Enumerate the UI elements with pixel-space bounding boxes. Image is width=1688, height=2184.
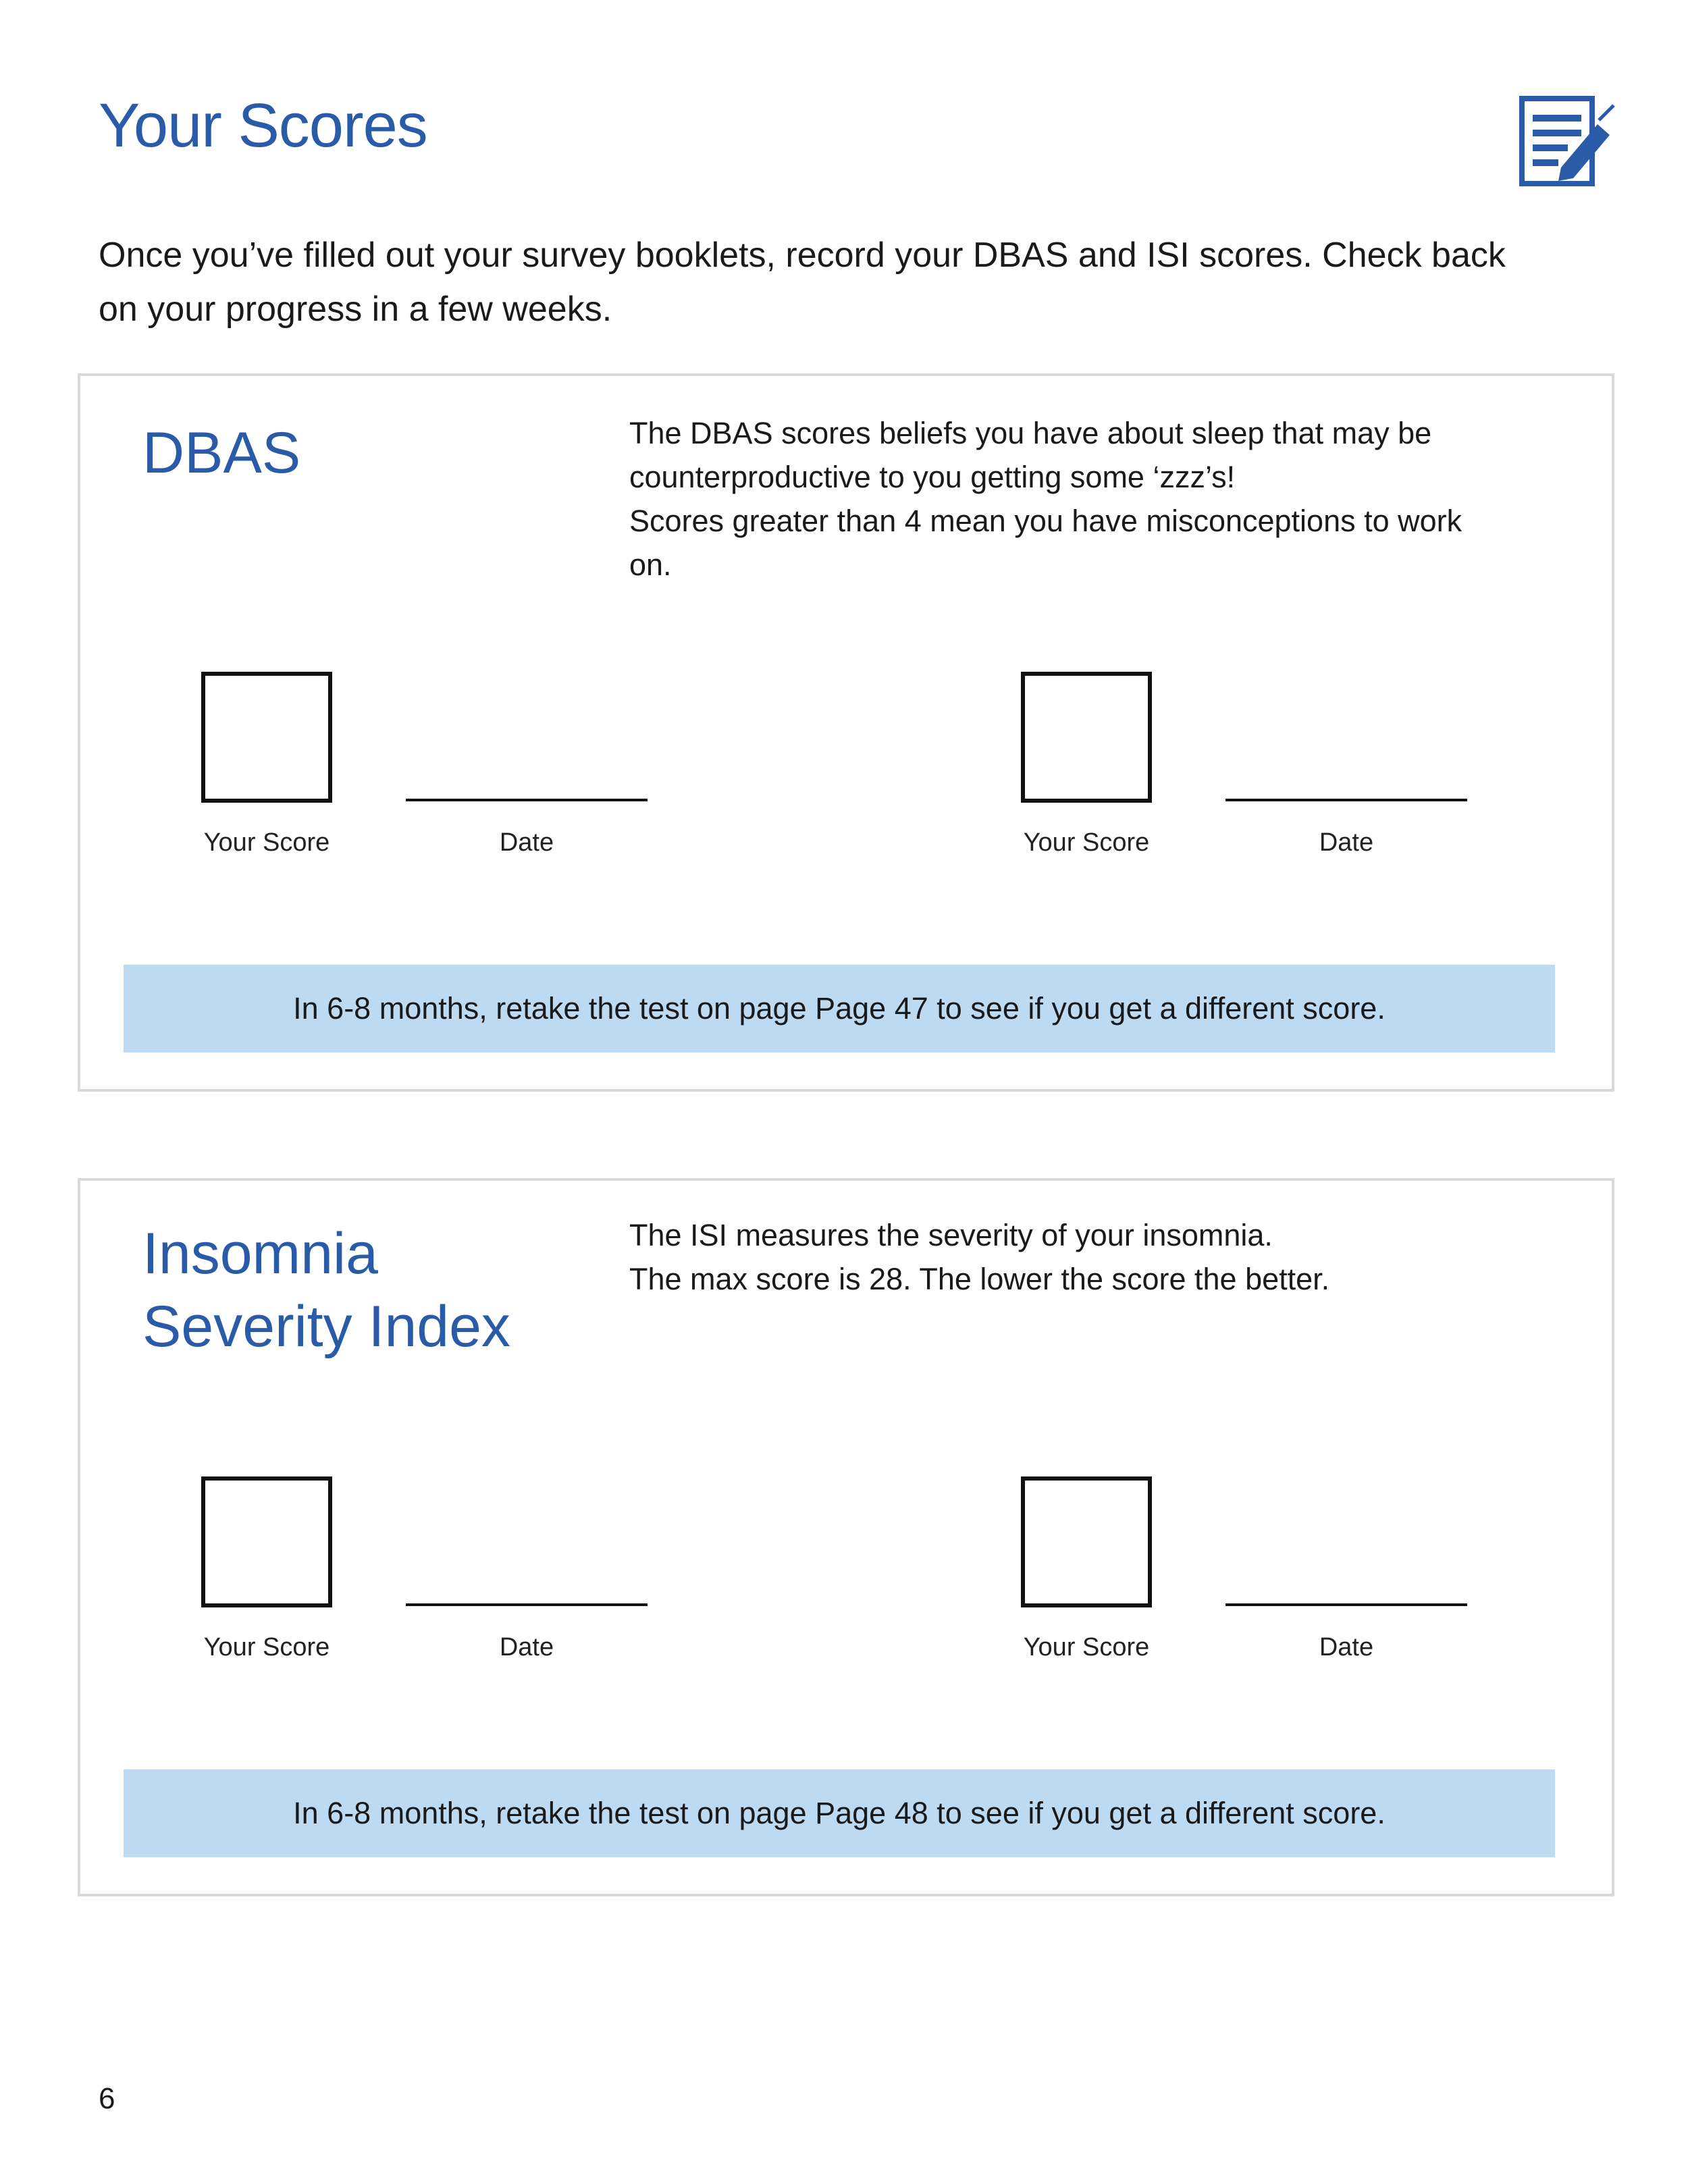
section-title: Insomnia Severity Index [142, 1221, 510, 1359]
score-input-box[interactable] [1021, 1476, 1152, 1607]
score-label: Your Score [1023, 828, 1150, 857]
page-number: 6 [99, 2082, 115, 2115]
description-line: The ISI measures the severity of your insomnia. [629, 1218, 1273, 1252]
score-input-box[interactable] [201, 1476, 332, 1607]
score-label: Your Score [203, 828, 330, 857]
description-line: The DBAS scores beliefs you have about sleep that may be counterproductive to you getting some ‘zzz’s! [629, 416, 1432, 494]
score-label: Your Score [203, 1633, 330, 1661]
date-label: Date [1319, 1633, 1374, 1661]
isi-card [78, 1178, 1614, 1896]
section-title: DBAS [142, 421, 301, 485]
description-line: The max score is 28. The lower the score the better. [629, 1262, 1330, 1296]
retake-note: In 6-8 months, retake the test on page Page 48 to see if you get a different score. [124, 1769, 1555, 1857]
document-edit-icon [1519, 93, 1615, 189]
date-label: Date [499, 828, 554, 857]
date-input-line[interactable] [1225, 799, 1467, 801]
score-input-box[interactable] [1021, 672, 1152, 803]
retake-note: In 6-8 months, retake the test on page Page 47 to see if you get a different score. [124, 965, 1555, 1053]
date-input-line[interactable] [406, 799, 648, 801]
intro-text: Once you’ve filled out your survey booklets, record your DBAS and ISI scores. Check back on your progress in a few weeks. [99, 236, 1506, 329]
date-input-line[interactable] [406, 1603, 648, 1606]
date-label: Date [499, 1633, 554, 1661]
score-label: Your Score [1023, 1633, 1150, 1661]
section-description [629, 1213, 1507, 1301]
section-description [629, 411, 1507, 587]
score-input-box[interactable] [201, 672, 332, 803]
date-input-line[interactable] [1225, 1603, 1467, 1606]
dbas-card [78, 373, 1614, 1092]
page-title: Your Scores [99, 91, 427, 160]
date-label: Date [1319, 828, 1374, 857]
description-line: Scores greater than 4 mean you have misconceptions to work on. [629, 504, 1462, 582]
